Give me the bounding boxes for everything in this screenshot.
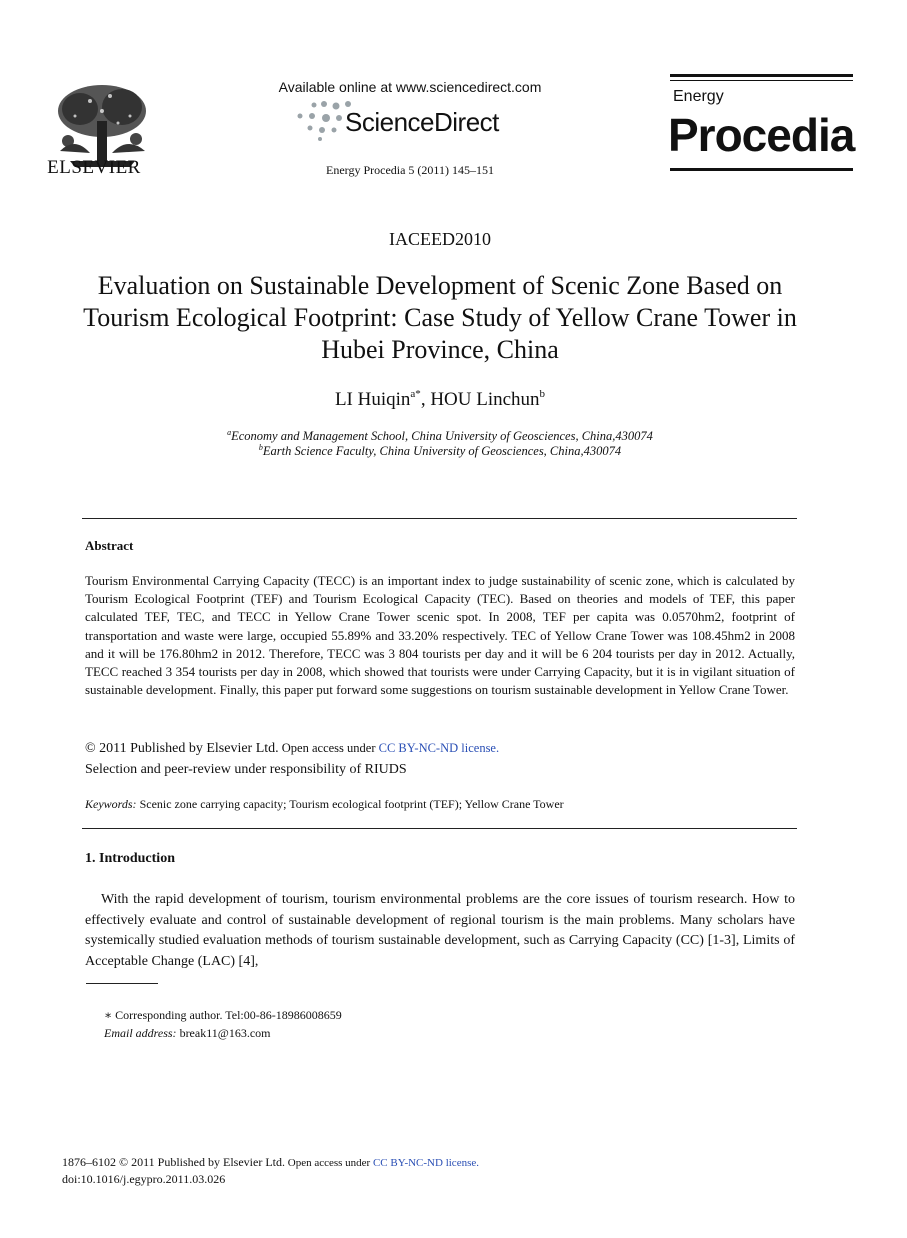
license-link[interactable]: CC BY-NC-ND license. bbox=[378, 741, 500, 755]
affiliation-b-text: Earth Science Faculty, China University of Geosciences, China,430074 bbox=[262, 444, 622, 458]
affiliation-a-mark: a bbox=[227, 428, 232, 437]
author-2: HOU Linchun bbox=[430, 389, 540, 410]
abstract-heading: Abstract bbox=[85, 538, 134, 553]
journal-logo-rule-bottom bbox=[670, 168, 853, 171]
affiliation-a-text: Economy and Management School, China University of Geosciences, China,430074 bbox=[231, 429, 653, 443]
available-online-text[interactable]: Available online at www.sciencedirect.com bbox=[278, 79, 542, 95]
journal-logo-rule-top bbox=[670, 74, 853, 77]
author-1-affiliation-mark: a* bbox=[410, 388, 421, 400]
open-access-text: Open access under bbox=[278, 741, 379, 755]
email-footnote bbox=[104, 1026, 270, 1041]
keywords-line bbox=[85, 797, 564, 812]
conference-name: IACEED2010 bbox=[389, 229, 491, 249]
article-title: Evaluation on Sustainable Development of Scenic Zone Based on Tourism Ecological Footprint: Case Study of Yellow Crane Tower in Hubei Province, China bbox=[83, 271, 797, 364]
email-label: Email address: bbox=[104, 1026, 177, 1040]
footer-issn: 1876–6102 © 2011 Published by Elsevier Ltd. bbox=[62, 1155, 285, 1169]
copyright-line bbox=[85, 741, 499, 757]
introduction-body: With the rapid development of tourism, tourism environmental problems are the core issues of tourism research. How to effectively evaluate and control of sustainable development of regional tourism is the main problems. Many scholars have systemically studied evaluation methods of tourism sustainable development, such as Carrying Capacity (CC) [1-3], Limits of Acceptable Change (LAC) [4], bbox=[85, 892, 795, 969]
journal-logo-energy: Energy bbox=[673, 88, 724, 105]
footnote-rule bbox=[86, 983, 158, 984]
author-1: LI Huiqin bbox=[334, 389, 411, 410]
footer-license-link[interactable]: CC BY-NC-ND license. bbox=[372, 1157, 479, 1169]
abstract-bottom-rule bbox=[82, 828, 797, 829]
abstract-body: Tourism Environmental Carrying Capacity (TECC) is an important index to judge sustainability of scenic zone, which is calculated by Tourism Ecological Footprint (TEF) and Tourism Ecological Capacity (TEC). Based on theories and models of TEF, this paper calculated TEF, TEC, and TECC in Yellow Crane Tower scenic spot. In 2008, TEF per capita was 0.0570hm2, footprint of transportation and waste were large, occupied 55.89% and 33.20% respectively. TEC of Yellow Crane Tower was 108.45hm2 in 2008 and it will be 176.80hm2 in 2012. Therefore, TECC was 3 804 tourists per day and it will be 6 204 tourists per day in 2012. Actually, TECC reached 3 354 tourists per day in 2008, which showed that tourists were under Carrying Capacity, but it is in vigilant situation of sustainable development. Finally, this paper put forward some suggestions on tourism sustainable development in Yellow Crane Tower. bbox=[85, 573, 795, 698]
affiliation-a bbox=[0, 428, 880, 444]
publisher-logo-wordmark: ELSEVIER bbox=[47, 157, 141, 178]
affiliation-b-mark: b bbox=[258, 443, 263, 452]
copyright-text: © 2011 Published by Elsevier Ltd. bbox=[85, 741, 279, 756]
abstract-top-rule bbox=[82, 518, 797, 519]
email-address[interactable]: break11@163.com bbox=[176, 1026, 271, 1040]
journal-logo-rule-thin bbox=[670, 80, 853, 81]
affiliation-b bbox=[0, 443, 880, 459]
journal-logo-procedia: Procedia bbox=[668, 109, 855, 161]
author-separator: , bbox=[420, 389, 431, 410]
keywords-label: Keywords: bbox=[85, 797, 137, 811]
author-2-affiliation-mark: b bbox=[539, 388, 546, 400]
footer-open-access: Open access under bbox=[285, 1157, 373, 1169]
author-list bbox=[0, 388, 880, 411]
footer-issn-line bbox=[62, 1155, 479, 1170]
corresponding-author-footnote: ∗ Corresponding author. Tel:00-86-18986008659 bbox=[104, 1008, 342, 1022]
footer-doi[interactable]: doi:10.1016/j.egypro.2011.03.026 bbox=[62, 1172, 226, 1186]
sciencedirect-logo-text: ScienceDirect bbox=[345, 107, 499, 137]
keywords-text: Scenic zone carrying capacity; Tourism ecological footprint (TEF); Yellow Crane Tower bbox=[136, 797, 564, 811]
introduction-heading: 1. Introduction bbox=[85, 851, 175, 866]
journal-reference: Energy Procedia 5 (2011) 145–151 bbox=[326, 163, 494, 177]
peer-review-statement: Selection and peer-review under responsibility of RIUDS bbox=[85, 762, 407, 777]
